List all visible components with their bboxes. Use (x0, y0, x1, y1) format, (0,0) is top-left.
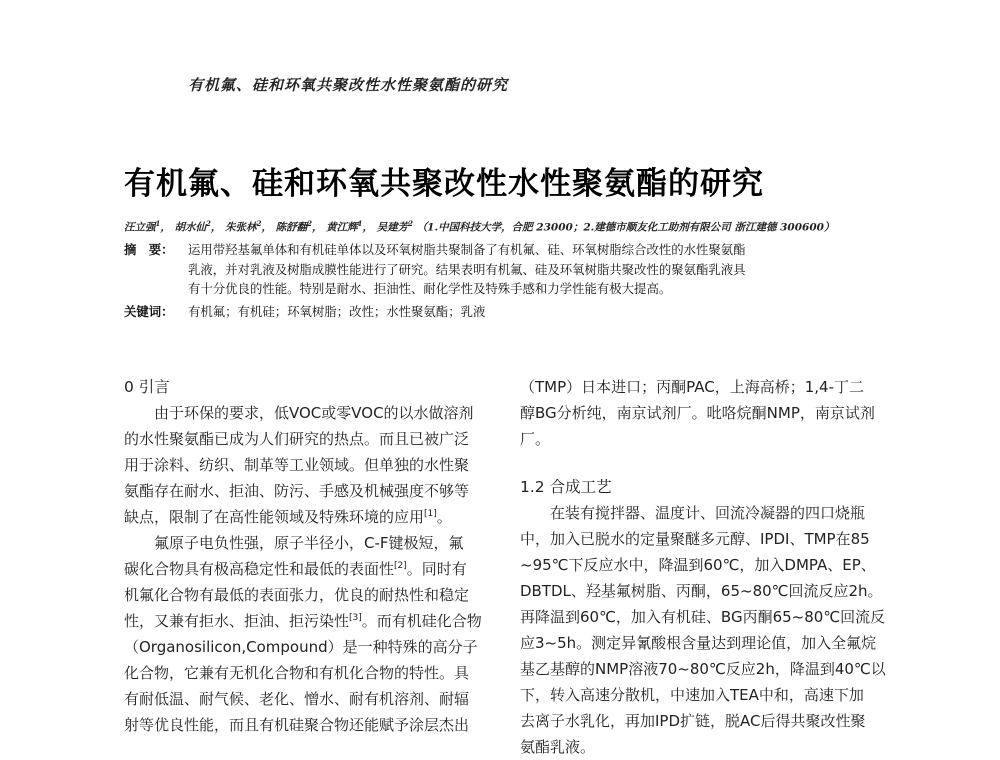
body-line: DBTDL、羟基氟树脂、丙酮，65~80℃回流反应2h。 (520, 582, 883, 600)
author-name: 胡水仙 (174, 221, 207, 234)
author-name: 朱张林 (225, 221, 257, 234)
body-line: 中，加入已脱水的定量聚醚多元醇、IPDI、TMP在85 (520, 530, 870, 548)
author-affiliation-mark: 2 (307, 219, 312, 228)
citation-ref: [2] (394, 561, 407, 571)
body-line: 去离子水乳化，再加IPD扩链，脱AC后得共聚改性聚 (520, 712, 866, 730)
body-line: 再降温到60℃，加入有机硅、BG丙酮65~80℃回流反 (520, 608, 886, 626)
body-line: 应3~5h。测定异氰酸根含量达到理论值，加入全氟烷 (520, 634, 877, 652)
body-line (124, 608, 490, 634)
body-line: 化合物，它兼有无机化合物和有机化合物的特性。具 (124, 664, 470, 682)
body-text: 性，又兼有拒水、拒油、拒污染性 (124, 612, 350, 630)
keywords-label: 关键词： (124, 304, 174, 319)
affiliations: （1.中国科技大学，合肥 23000；2.建德市顺友化工助剂有限公司 浙江建德 300600） (416, 221, 835, 234)
body-line: 由于环保的要求，低VOC或零VOC的以水做溶剂 (154, 404, 474, 422)
author-affiliation-mark: 1 (155, 219, 161, 228)
paper-title: 有机氟、硅和环氧共聚改性水性聚氨酯的研究 (124, 166, 764, 202)
body-line: 用于涂料、纺织、制革等工业领域。但单独的水性聚 (124, 456, 470, 474)
abstract (124, 240, 814, 299)
author-affiliation-mark: 2 (206, 219, 211, 228)
body-line: ~95℃下反应水中，降温到60℃，加入DMPA、EP、 (520, 556, 876, 574)
body-line (124, 504, 490, 530)
citation-ref: [3] (349, 613, 362, 623)
body-text: 碳化合物具有极高稳定性和最低的表面性 (124, 560, 395, 578)
body-line: 基乙基醇的NMP溶液70~80℃反应2h，降温到40℃以 (520, 660, 886, 678)
running-head: 有机氟、硅和环氧共聚改性水性聚氨酯的研究 (188, 76, 509, 94)
body-line: 射等优良性能，而且有机硅聚合物还能赋予涂层杰出 (124, 716, 470, 734)
body-line (124, 556, 490, 582)
abstract-line: 乳液，并对乳液及树脂成膜性能进行了研究。结果表明有机氟、硅及环氧树脂共聚改性的聚氨酯乳液具 (188, 261, 746, 277)
right-column (520, 374, 888, 760)
author-name: 陈舒翻 (275, 221, 308, 234)
author-affiliation-mark: 1 (357, 219, 363, 228)
body-line: 醇BG分析纯，南京试剂厂。吡咯烷酮NMP，南京试剂 (520, 404, 875, 422)
author-affiliation-mark: 2 (408, 219, 414, 228)
section-heading-introduction: 0 引言 (124, 378, 170, 396)
section-heading-synthesis: 1.2 合成工艺 (520, 478, 612, 496)
abstract-line: 运用带羟基氟单体和有机硅单体以及环氧树脂共聚制备了有机氟、硅、环氧树脂综合改性的水性聚氨酯 (188, 242, 746, 257)
body-line: （TMP）日本进口；丙酮PAC，上海高桥；1,4-丁二 (520, 378, 864, 396)
author-affiliation-mark: 2 (256, 219, 262, 228)
body-line: 厂。 (520, 430, 551, 448)
body-line: 氨酯存在耐水、拒油、防污、手感及机械强度不够等 (124, 482, 470, 500)
body-line: 下，转入高速分散机，中速加入TEA中和，高速下加 (520, 686, 864, 704)
keywords (124, 302, 485, 320)
body-line: 有耐低温、耐气候、老化、憎水、耐有机溶剂、耐辐 (124, 690, 470, 708)
body-line: 在装有搅拌器、温度计、回流冷凝器的四口烧瓶 (550, 504, 866, 522)
section-gap (520, 452, 888, 474)
abstract-label: 摘 要： (124, 242, 174, 257)
body-text: 。而有机硅化合物 (361, 612, 482, 630)
body-text: 。 (436, 508, 452, 526)
body-line: 的水性聚氨酯已成为人们研究的热点。而且已被广泛 (124, 430, 470, 448)
author-line: 汪立强$^1$， 胡水仙$^2$， 朱张林$^2$， 陈舒翻$^2$， 黄江辉$^1$， 吴建芳$^2$ （1.中国科技大学，合肥 23000；2.建德市顺友化工助剂有限公司 浙江建德 300600） (124, 219, 835, 234)
abstract-line: 有十分优良的性能。特别是耐水、拒油性、耐化学性及特殊手感和力学性能有极大提高。 (188, 281, 672, 296)
author-name: 汪立强 (124, 221, 156, 234)
body-line: 机氟化合物有最低的表面张力，优良的耐热性和稳定 (124, 586, 470, 604)
body-text: 。同时有 (406, 560, 467, 578)
left-column (124, 374, 490, 738)
body-line: （Organosilicon,Compound）是一种特殊的高分子 (124, 638, 478, 656)
author-name: 吴建芳 (376, 221, 409, 234)
body-line: 氨酯乳液。 (520, 738, 596, 756)
citation-ref: [1] (424, 509, 437, 519)
body-line: 氟原子电负性强，原子半径小，C-F键极短，氟 (154, 534, 464, 552)
keywords-text: 有机氟；有机硅；环氧树脂；改性；水性聚氨酯；乳液 (188, 304, 486, 319)
body-text: 缺点，限制了在高性能领域及特殊环境的应用 (124, 508, 425, 526)
author-name: 黄江辉 (326, 221, 358, 234)
